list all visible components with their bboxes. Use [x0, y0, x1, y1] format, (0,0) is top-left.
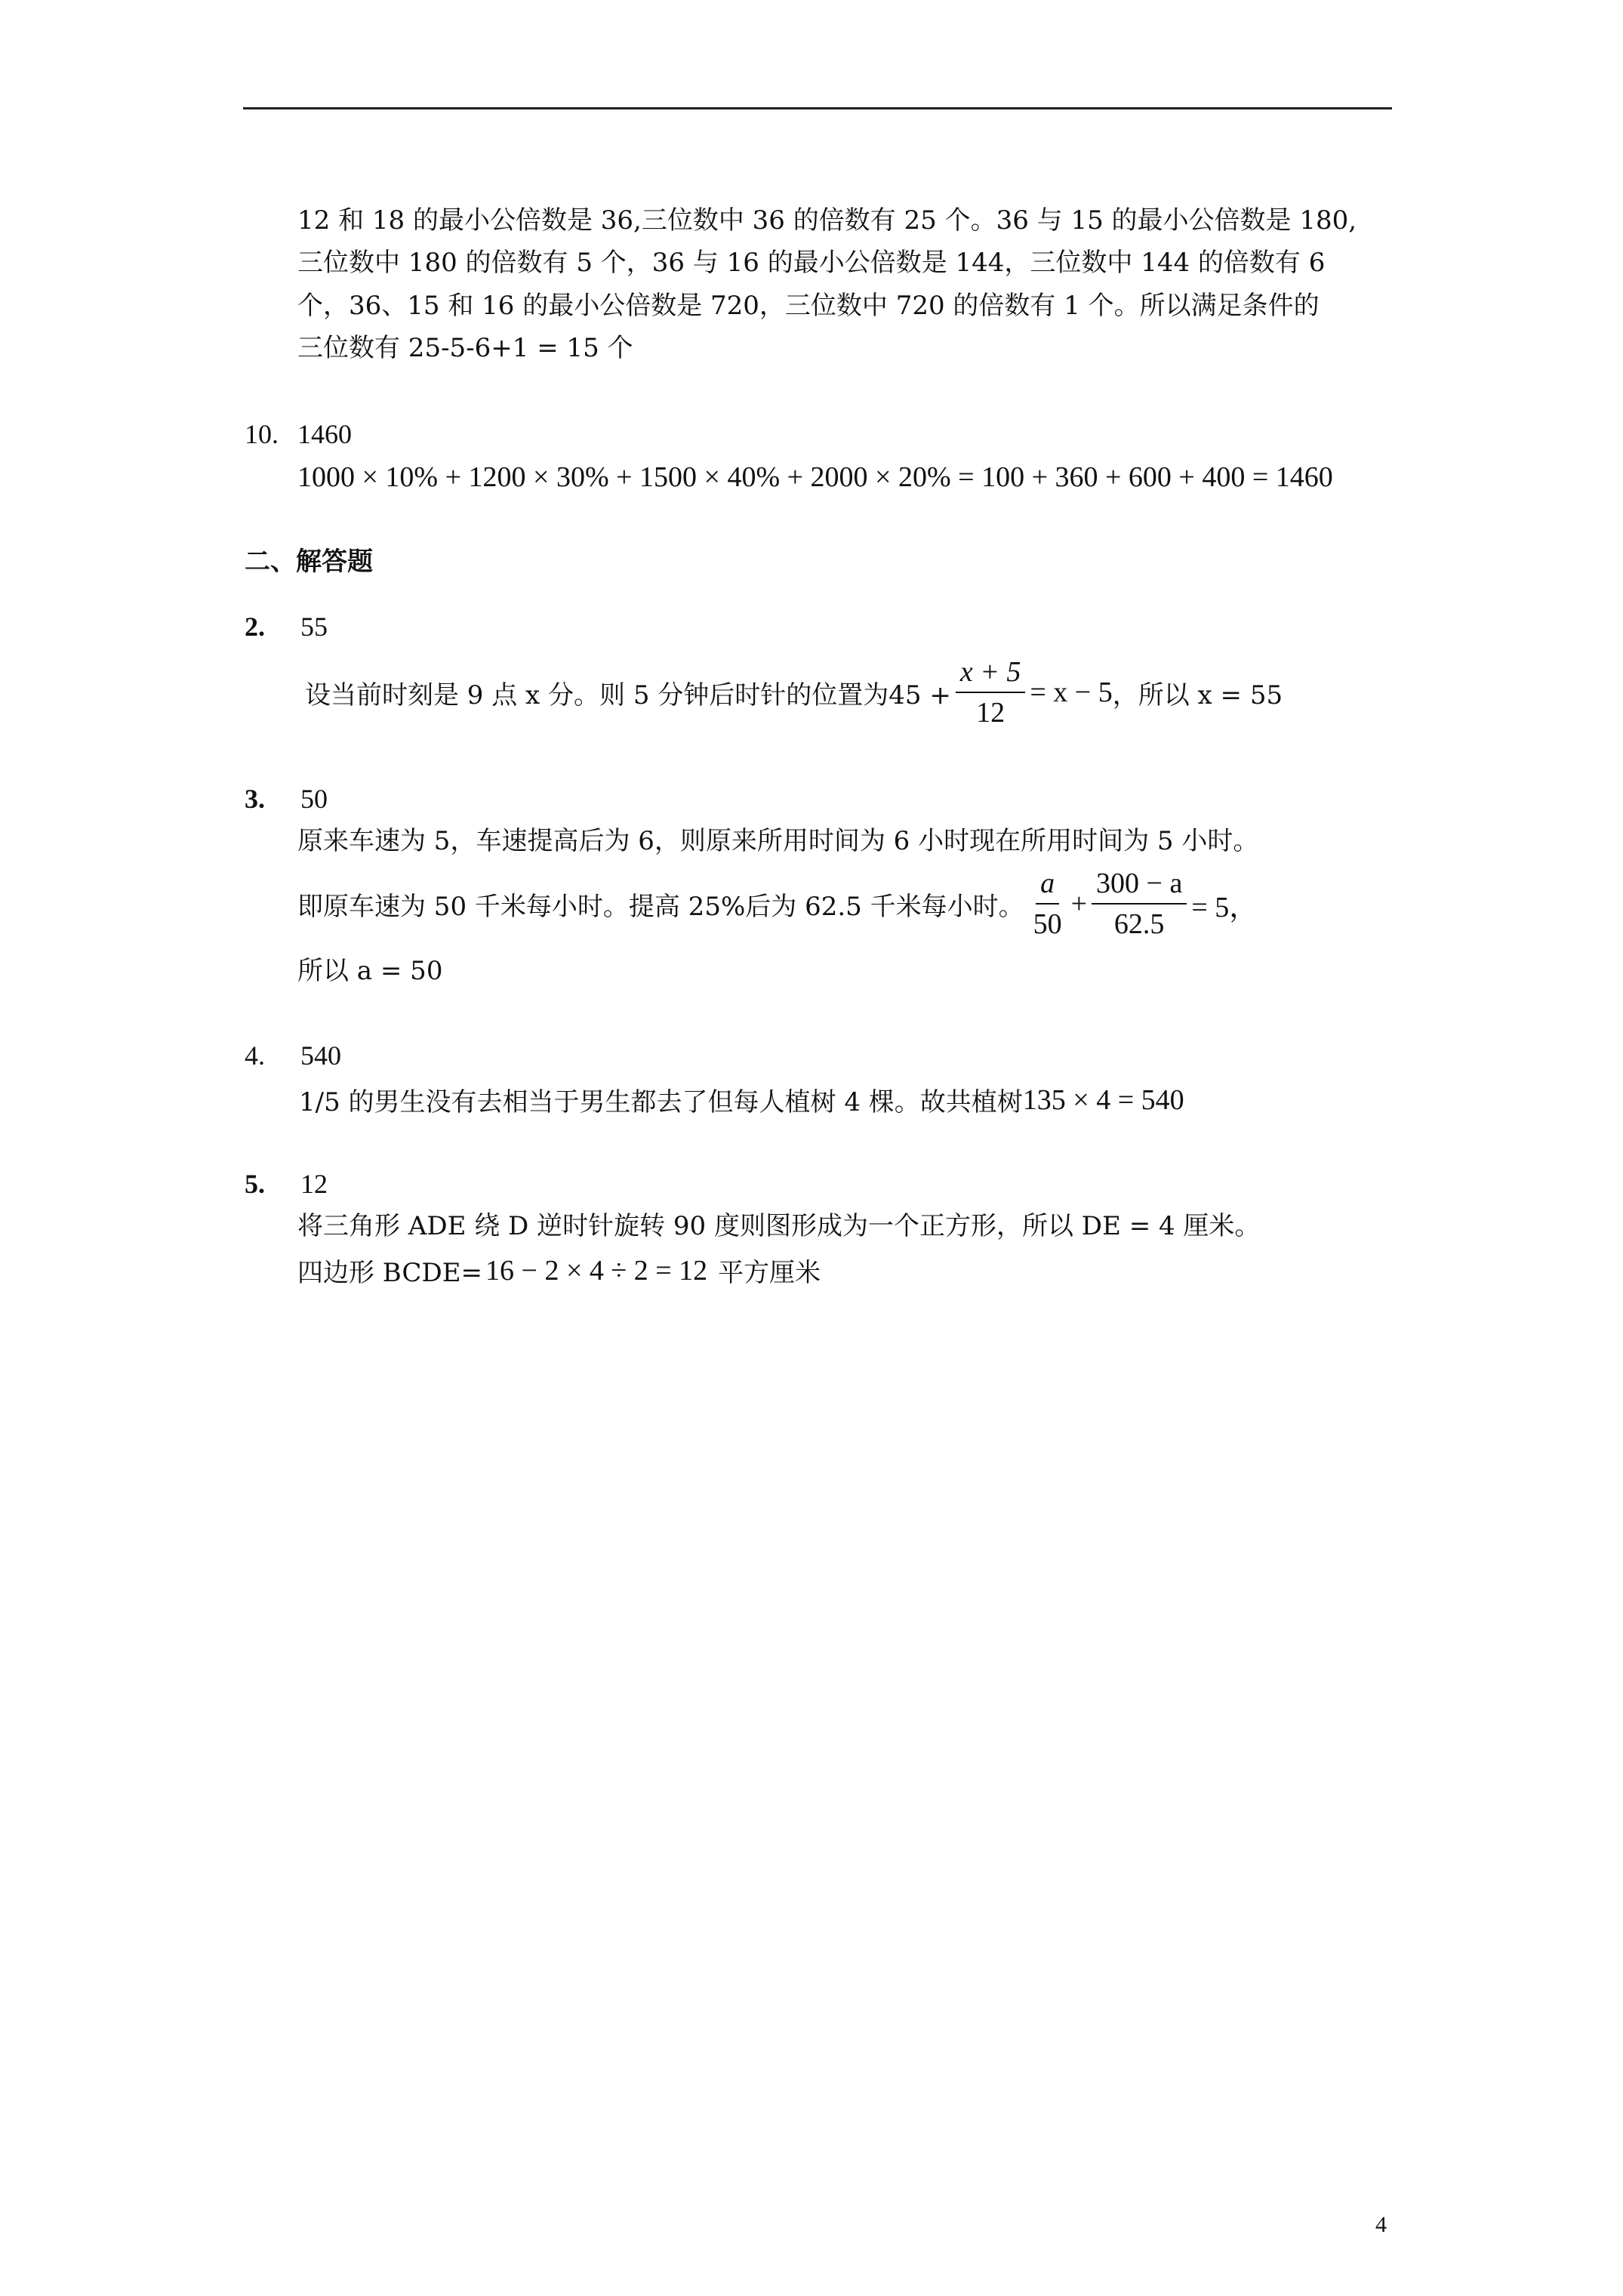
q4-answer: 540: [300, 1040, 341, 1071]
q3-fraction-2: [1092, 867, 1187, 941]
q3-line-1: 原来车速为 5，车速提高后为 6，则原来所用时间为 6 小时现在所用时间为 5 小时。: [297, 826, 1259, 856]
q3-frac1-numerator: a: [1036, 867, 1059, 905]
q9-explanation-line-3: 个，36、15 和 16 的最小公倍数是 720，三位数中 720 的倍数有 1 个。所以满足条件的: [297, 291, 1320, 321]
q9-explanation-line-2: 三位数中 180 的倍数有 5 个，36 与 16 的最小公倍数是 144，三位数中 144 的倍数有 6: [297, 248, 1326, 278]
q9-explanation-line-1: 12 和 18 的最小公倍数是 36,三位数中 36 的倍数有 25 个。36 与 15 的最小公倍数是 180,: [297, 205, 1357, 236]
q2-text-tail: ，所以 x = 55: [1112, 680, 1283, 710]
q4-math: 135 × 4 = 540: [1022, 1083, 1184, 1116]
q3-frac1-denominator: 50: [1033, 908, 1062, 940]
page-number: 4: [1375, 2212, 1387, 2237]
q5-line-2: [297, 1252, 821, 1289]
q3-fraction-1: [1029, 867, 1067, 941]
q5-line-1: 将三角形 ADE 绕 D 逆时针旋转 90 度则图形成为一个正方形，所以 DE = 4 厘米。: [297, 1211, 1261, 1241]
q3-line2-text: 即原车速为 50 千米每小时。提高 25%后为 62.5 千米每小时。: [297, 891, 1024, 922]
q10-formula: 1000 × 10% + 1200 × 30% + 1500 × 40% + 2000 × 20% = 100 + 360 + 600 + 400 = 1460: [297, 461, 1333, 493]
q5-number: 5.: [245, 1169, 265, 1199]
q2-explanation: [305, 655, 1283, 729]
q4-number: 4.: [245, 1040, 265, 1071]
q5-answer: 12: [300, 1169, 328, 1199]
q3-plus: +: [1070, 888, 1088, 920]
q3-frac2-denominator: 62.5: [1113, 908, 1165, 940]
q10-answer: 1460: [297, 419, 352, 449]
q3-line-3: 所以 a = 50: [297, 956, 443, 986]
header-rule: [243, 107, 1392, 109]
q2-equation-right: = x − 5: [1030, 676, 1113, 708]
q2-frac-denominator: 12: [976, 697, 1006, 729]
q3-frac2-numerator: 300 − a: [1092, 867, 1187, 905]
section-title: 二、解答题: [245, 547, 373, 577]
q4-text: 1/5 的男生没有去相当于男生都去了但每人植树 4 棵。故共植树: [299, 1087, 1023, 1117]
q2-answer: 55: [300, 612, 328, 642]
q3-eq-tail: = 5，: [1191, 891, 1258, 923]
q2-number: 2.: [245, 612, 265, 642]
q10-number: 10.: [245, 419, 279, 449]
q5-line2-unit: 平方厘米: [718, 1258, 821, 1288]
q2-fraction: [956, 655, 1026, 729]
q2-frac-numerator: x + 5: [956, 655, 1026, 693]
q3-answer: 50: [300, 784, 328, 814]
q3-line-2: [297, 867, 1258, 941]
q5-line2-math: 16 − 2 × 4 ÷ 2 = 12: [485, 1254, 708, 1287]
q4-explanation: [299, 1081, 1184, 1118]
q2-text-before: 设当前时刻是 9 点 x 分。则 5 分钟后时针的位置为45 +: [305, 680, 951, 710]
q5-line2-text: 四边形 BCDE=: [297, 1258, 483, 1288]
q3-number: 3.: [245, 784, 265, 814]
q9-explanation-line-4: 三位数有 25-5-6+1 = 15 个: [297, 333, 633, 363]
